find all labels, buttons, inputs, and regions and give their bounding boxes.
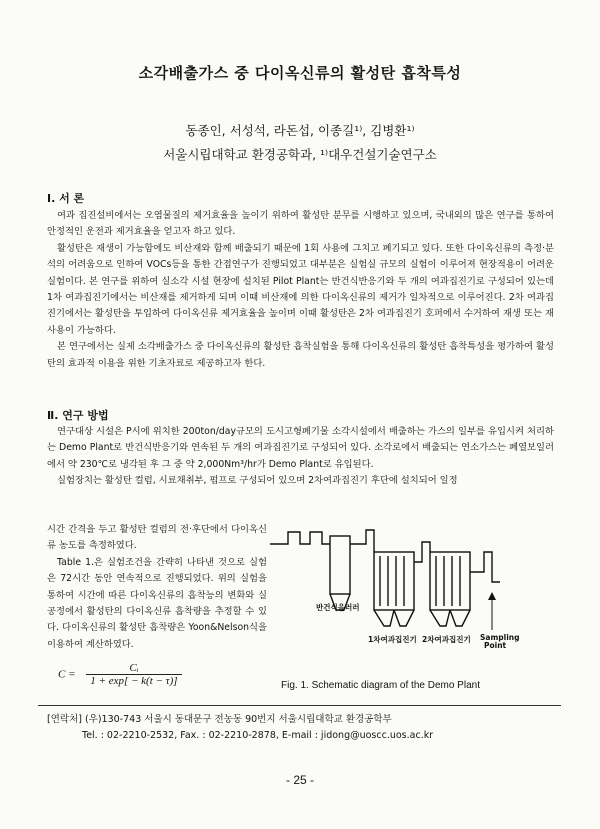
bag-filter-1-label: 1차여과집진기 [368,635,417,644]
figure-caption: Fig. 1. Schematic diagram of the Demo Plant [281,680,480,691]
equation-lhs: C = [58,668,76,681]
paper-title: 소각배출가스 중 다이옥신류의 활성탄 흡착특성 [138,64,462,82]
introduction-body [47,208,554,372]
paragraph: Table 1.은 실험조건을 간략히 나타낸 것으로 실험은 72시간 동안 연속적으로 진행되었다. 위의 실험을 통하여 시간에 따른 다이옥신류의 흡착능의 변화와 실 공정에서 활성탄의 다이옥신류 흡착량을 추정할 수 있다. 다이옥신류의 활성탄 흡착량은 Yoon&Nelson식을 이용하여 계산하였다. [47,556,267,650]
paragraph: 시간 간격을 두고 활성탄 컬럼의 전·후단에서 다이옥신류 농도를 측정하였다. [47,524,267,552]
methods-body [47,424,554,490]
bag-filter-2-label: 2차여과집진기 [422,635,471,644]
divider [38,705,561,706]
section-heading-introduction: Ⅰ. 서 론 [47,192,85,205]
demo-plant-schematic [270,522,520,672]
semi-dry-reactor [330,536,350,594]
paragraph: 본 연구에서는 실제 소각배출가스 중 다이옥신류의 활성탄 흡착실험을 통해 다이옥신류의 활성탄 흡착특성을 평가하여 활성탄의 효과적 이용을 위한 기초자료로 제공하고자 한다. [47,341,554,369]
yoon-nelson-equation [58,662,182,687]
reactor-label: 반건식을러러 [316,603,360,612]
paragraph: 활성탄은 재생이 가능함에도 비산재와 함께 배출되기 때문에 1회 사용에 그치고 폐기되고 있다. 또한 다이옥신류의 측정·분석의 어려움으로 인하여 VOCs등을 통한 간접연구가 진행되었고 대부분은 실험실 규모의 실험이 이루어져 현장적용이 어려운 실험이다. 본 연구를 위하여 실소각 시설 현장에 설치된 Pilot Plant는 반건식반응기와 두 개의 여과집진기로 구성되어 있는데 1차 여과집진기에서는 비산재를 제거하게 되며 이때 비산재에 의한 다이옥신류의 제거가 일차적으로 이루어진다. 2차 여과집진기에서는 활성탄을 투입하여 다이옥신류 제거효율을 높이며 이때 활성탄은 2차 여과집진기 호퍼에서 수거하여 재생 또는 재사용이 가능하다. [47,242,554,336]
author-list: 동종인, 서성석, 라돈섭, 이종길¹⁾, 김병환¹⁾ [185,123,415,138]
paragraph: 실험장치는 활성탄 컬럼, 시료채취부, 펌프로 구성되어 있으며 2차여과집진기 후단에 설치되어 일정 [57,475,458,487]
contact-address: [연락처] (우)130-743 서울시 동대문구 전농동 90번지 서울시립대학교 환경공학부 [47,714,392,725]
paragraph: 연구대상 시설은 P시에 위치한 200ton/day규모의 도시고형폐기물 소각시설에서 배출하는 가스의 일부를 유입시켜 처리하는 Demo Plant로 반건식반응기와 연속된 두 개의 여과집진기로 구성되어 있다. 소각로에서 배출되는 연소가스는 폐열보일러에서 약 230℃로 냉각된 후 그 중 약 2,000Nm³/hr가 Demo Plant로 유입된다. [47,426,554,470]
equation-denominator: 1 + exp[ − k(t − τ)] [90,675,178,687]
contact-phone-email: Tel. : 02-2210-2532, Fax. : 02-2210-2878, E-mail : jidong@uoscc.uos.ac.kr [82,730,434,741]
sampling-point-label: Sampling Point [480,633,520,650]
paragraph: 여과 집진설비에서는 오염물질의 제거효율을 높이기 위하여 활성탄 분무를 시행하고 있으며, 국내외의 많은 연구를 통하여 안정적인 운전과 제거효율을 얻고자 하고 있다. [47,210,554,238]
inlet-duct [270,532,330,544]
equation-numerator: Cᵢ [86,662,181,675]
affiliation: 서울시립대학교 환경공학과, ¹⁾대우건설기술연구소 [163,147,437,162]
section-heading-methods: Ⅱ. 연구 방법 [47,409,109,422]
methods-body-narrow [47,522,267,653]
page-number: - 25 - [285,773,314,787]
